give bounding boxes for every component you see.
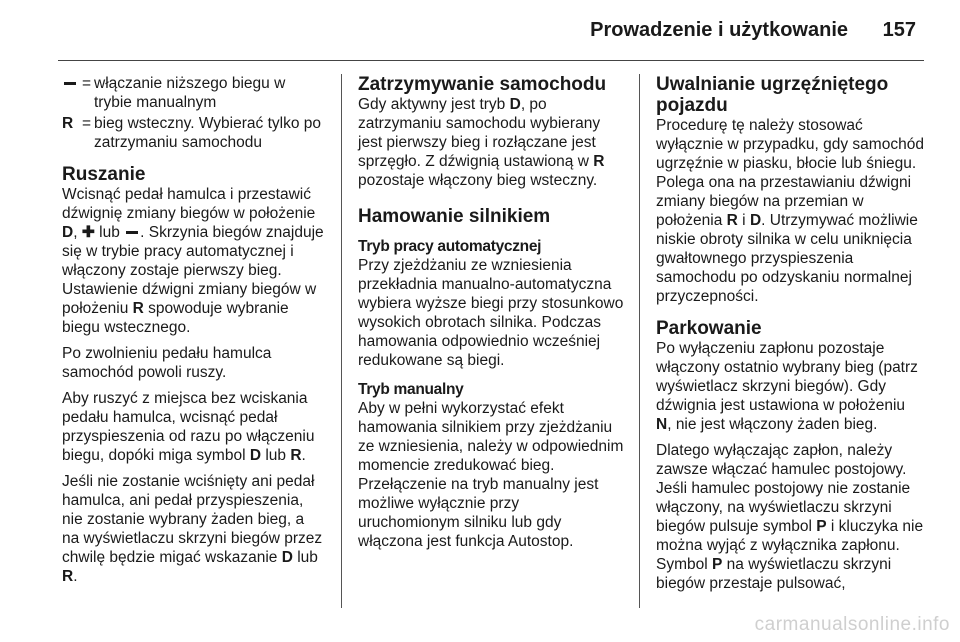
plus-icon: ✚ [81,224,95,241]
page-header [0,0,960,58]
definition-text: włączanie niższego biegu w trybie manualnym [94,75,286,111]
column-3 [656,74,924,600]
paragraph: Aby ruszyć z miejsca bez wciskania pedału hamulca, wcisnąć pedał przyspieszenia od razu po włączeniu biegu, dopóki miga symbol D lub R. [62,390,315,464]
header-rule [58,60,924,61]
definition-reverse [62,114,324,152]
section-heading-ruszanie: Ruszanie [62,164,146,185]
paragraph: Aby w pełni wykorzystać efekt hamowania silnikiem przy zjeżdżaniu ze wzniesienia, należy w odpowiednim momencie zredukować bieg. Przełączenie na tryb manualny jest możliwe wyłącznie przy uruchomionym silniku lub gdy włączona jest funkcja Autostop. [358,400,624,550]
paragraph: Gdy aktywny jest tryb D, po zatrzymaniu samochodu wybierany jest pierwszy bieg i rozłączane jest sprzęgło. Z dźwignią ustawioną w R pozostaje włączony bieg wsteczny. [358,96,605,189]
minus-symbol [62,74,82,112]
section-heading-parkowanie: Parkowanie [656,318,762,339]
column-divider-1 [341,74,342,608]
subheading-manual: Tryb manualny [358,381,464,398]
paragraph: Jeśli nie zostanie wciśnięty ani pedał hamulca, ani pedał przyspieszenia, nie zostanie wybrany żaden bieg, a na wyświetlaczu skrzyni biegów przez chwilę będzie migać wskazanie D lub R. [62,473,323,585]
minus-icon [126,231,138,234]
section-heading-zatrzymywanie: Zatrzymywanie samochodu [358,74,607,95]
paragraph: Procedurę tę należy stosować wyłącznie w przypadku, gdy samochód ugrzęźnie w piasku, błocie lub śniegu. Polega ona na przestawianiu dźwigni zmiany biegów na przemian w położenia R i D. Utrzymywać możliwie niskie obroty silnika w celu uniknięcia gwałtownego przyspieszenia samochodu po odzyskaniu normalnej przyczepności. [656,117,924,305]
column-1 [62,74,324,593]
paragraph: Po wyłączeniu zapłonu pozostaje włączony ostatnio wybrany bieg (patrz wyświetlacz skrzyni biegów). Gdy dźwignia jest ustawiona w położeniu N, nie jest włączony żaden bieg. [656,340,918,433]
definition-key: R [62,115,74,132]
column-2 [358,74,624,558]
section-heading-uwalnianie: Uwalnianie ugrzęźniętego pojazdu [656,74,889,116]
section-heading-hamowanie: Hamowanie silnikiem [358,206,551,227]
page-title: Prowadzenie i użytkowanie [590,19,848,41]
paragraph: Przy zjeżdżaniu ze wzniesienia przekładnia manualno-automatyczna wybiera wyższe biegi przy stosunkowo wysokich obrotach silnika. Podczas hamowania odpowiednio wcześniej redukowane są biegi. [358,257,624,369]
definition-equals: = [82,115,92,132]
paragraph: Wcisnąć pedał hamulca i przestawić dźwignię zmiany biegów w położenie D, ✚ lub . Skrzynia biegów znajduje się w trybie pracy automatycznej i włączony zostaje pierwszy bieg. Ustawienie dźwigni zmiany biegów w położeniu R spowoduje wybranie biegu wstecznego. [62,186,324,336]
paragraph: Po zwolnieniu pedału hamulca samochód powoli ruszy. [62,345,272,381]
watermark: carmanualsonline.info [754,614,950,635]
definition-text: bieg wsteczny. Wybierać tylko po zatrzymaniu samochodu [94,115,321,151]
definition-downshift [62,74,324,112]
page-number: 157 [882,19,916,41]
paragraph: Dlatego wyłączając zapłon, należy zawsze włączać hamulec postojowy. Jeśli hamulec postojowy nie zostanie włączony, na wyświetlaczu skrzyni biegów pulsuje symbol P i kluczyka nie można wyjąć z wyłącznika zapłonu. Symbol P na wyświetlaczu skrzyni biegów przestaje pulsować, [656,442,924,592]
subheading-auto: Tryb pracy automatycznej [358,238,542,255]
definition-equals: = [82,75,92,92]
column-divider-2 [639,74,640,608]
